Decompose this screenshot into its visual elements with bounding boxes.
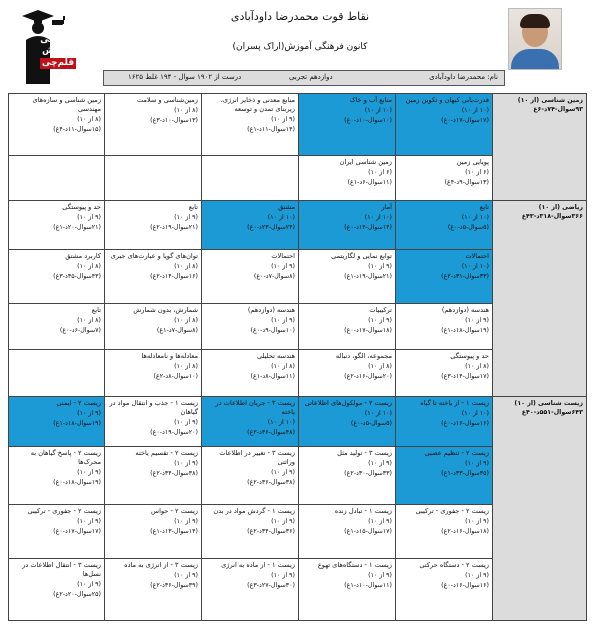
topic-score: (۹ از ۱۰) (77, 580, 101, 588)
topic-score: (۹ از ۱۰) (77, 410, 101, 418)
topic-title: شمارش، بدون شمارش (133, 306, 198, 315)
subject-cell (493, 94, 587, 201)
topic-content (302, 399, 392, 428)
topic-cell (299, 504, 396, 558)
topic-stats: (۸سوال-۷د-۱غ) (156, 327, 198, 335)
topic-content (12, 306, 101, 335)
topic-content (399, 352, 489, 381)
topic-content (12, 252, 101, 281)
student-info-bar (103, 70, 505, 86)
topic-cell (105, 94, 202, 156)
topic-stats: (۱۱سوال-۸د-۱غ) (250, 372, 295, 380)
topic-title: زیست ۱ - دستگاه‌های تهوع (317, 560, 392, 569)
topic-cell (202, 349, 299, 397)
table-row (9, 94, 587, 156)
topic-stats: (۴۸سوال-۴۶د-۲غ) (247, 429, 295, 437)
topic-score: (۹ از ۱۰) (271, 571, 295, 579)
topic-title: زیست ۱ - از یاخته تا گیاه (420, 399, 489, 408)
topic-score: (۱۰ از ۱۰) (267, 213, 295, 221)
topic-cell (9, 156, 105, 201)
topic-stats: (۴۳سوال-۳۵د-۳غ) (53, 273, 101, 281)
topic-cell (9, 200, 105, 250)
topic-content (205, 561, 295, 590)
topic-title: معادله‌ها و نامعادله‌ها (141, 351, 198, 360)
topic-cell (9, 447, 105, 505)
topic-score: (۸ از ۱۰) (174, 263, 198, 271)
topic-stats: (۳۳سوال-۳۰د-۲غ) (344, 470, 392, 477)
topic-cell (202, 200, 299, 250)
topic-cell (299, 397, 396, 447)
topic-title: کاربرد مشتق (65, 252, 101, 261)
topic-stats: (۱۹سوال-۱۸د-۱غ) (53, 420, 101, 428)
topic-cell (299, 447, 396, 505)
topic-cell (202, 504, 299, 558)
topic-score: (۸ از ۱۰) (77, 116, 101, 123)
topic-stats: (۳۹سوال-۳۶د-۲غ) (150, 581, 198, 589)
topic-title: حد و پیوستگی (450, 351, 489, 360)
subject-label: زیست شناسی (از ۱۰) (514, 400, 583, 408)
topic-cell (299, 558, 396, 620)
topic-content (12, 399, 101, 428)
topic-content (205, 399, 295, 437)
topic-cell (202, 558, 299, 620)
topic-title: زمین شناسی ایران (339, 158, 392, 167)
topic-content (108, 203, 198, 232)
topic-stats: (۳۳سوال-۳۱د-۲غ) (441, 273, 489, 281)
topic-cell (9, 558, 105, 620)
topic-cell (396, 349, 493, 397)
topic-title: زیست ۲ - جفوری - ترکیبی (27, 506, 101, 515)
topic-score: (۹ از ۱۰) (368, 317, 392, 325)
topic-content (12, 203, 101, 232)
topic-score: (۹ از ۱۰) (271, 317, 295, 325)
topic-title: زیست ۳ - تولید مثل (337, 449, 392, 457)
topic-score: (۶ از ۱۰) (465, 169, 489, 177)
topic-title: احتمالات (271, 252, 295, 261)
topic-content (302, 507, 392, 536)
subject-label: ریاضی (از ۱۰) (538, 203, 583, 211)
topic-content (205, 306, 295, 335)
subject-label: ۹۳سوال-۷۴د-۶غ (533, 106, 583, 113)
topic-score: (۹ از ۱۰) (271, 116, 295, 123)
topic-stats: (۱۶سوال-۱۴د-۲غ) (150, 273, 198, 281)
topic-stats: (۱۶سوال-۱۶د-۰غ) (441, 581, 489, 589)
topic-content (205, 96, 295, 134)
topic-cell (105, 200, 202, 250)
topic-stats: (۳۶سوال-۳۴د-۲غ) (247, 527, 295, 535)
topic-stats: (۲۴سوال-۲۳د-۰غ) (247, 223, 295, 231)
topic-title: زیست ۳ - از انرژی به ماده (124, 560, 198, 569)
topic-score: (۹ از ۱۰) (77, 517, 101, 525)
topic-stats: (۱۷سوال-۱۷د-۰غ) (441, 117, 489, 124)
student-photo (508, 8, 562, 70)
topic-score: (۹ از ۱۰) (271, 263, 295, 271)
topic-score: (۹ از ۱۰) (174, 571, 198, 579)
topic-content (108, 252, 198, 281)
topic-cell (396, 94, 493, 156)
topic-content (108, 507, 198, 536)
topic-cell (105, 304, 202, 350)
topic-stats: (۱۸سوال-۱۷د-۰غ) (344, 327, 392, 335)
topic-score: (۱۰ از ۱۰) (364, 410, 392, 418)
logo-line: آموزش (42, 46, 74, 56)
strengths-table-body (9, 94, 587, 621)
topic-title: زمین‌شناسی و سلامت (136, 96, 198, 104)
topic-title: هندسه (دوازدهم) (247, 306, 295, 315)
topic-score: (۹ از ۱۰) (368, 263, 392, 271)
topic-cell (202, 447, 299, 505)
topic-cell (9, 94, 105, 156)
topic-score: (۹ از ۱۰) (465, 571, 489, 579)
topic-stats: (۱۱سوال-۱۰د-۱غ) (344, 581, 392, 589)
topic-score: (۹ از ۱۰) (271, 469, 295, 476)
topic-score: (۶ از ۱۰) (368, 169, 392, 177)
topic-title: زیست ۳ - تغییر در اطلاعات وراثتی (219, 449, 295, 466)
topic-cell (202, 156, 299, 201)
topic-score: (۸ از ۱۰) (271, 362, 295, 370)
topic-cell (396, 447, 493, 505)
kanoon-logo (8, 6, 78, 86)
topic-stats: (۵سوال-۵د-۰غ) (350, 420, 392, 428)
topic-stats: (۱۷سوال-۱۷د-۰غ) (53, 527, 101, 535)
topic-content (108, 96, 198, 125)
topic-stats: (۱۰سوال-۸د-۲غ) (153, 372, 198, 380)
topic-content (205, 352, 295, 381)
topic-stats: (۲۱سوال-۲۰د-۱غ) (53, 223, 101, 231)
topic-content (205, 158, 295, 160)
topic-score: (۹ از ۱۰) (368, 460, 392, 467)
topic-content (205, 507, 295, 536)
topic-score: (۱۰ از ۱۰) (364, 213, 392, 221)
topic-cell (396, 200, 493, 250)
topic-title: زیست ۳ - جریان اطلاعات در یاخته (215, 399, 295, 417)
topic-content (399, 306, 489, 335)
topic-cell (396, 504, 493, 558)
topic-cell (105, 349, 202, 397)
topic-content (205, 203, 295, 232)
topic-content (108, 449, 198, 478)
topic-content (108, 158, 198, 160)
topic-content (108, 399, 198, 437)
topic-content (399, 399, 489, 428)
topic-content (108, 352, 198, 381)
subject-label: ۶۴۳سوال-۵۵۱د-۴۰غ (521, 409, 583, 417)
topic-stats: (۱۷سوال-۱۴د-۳غ) (441, 372, 489, 380)
topic-cell (202, 304, 299, 350)
topic-content (12, 352, 101, 354)
topic-title: پویایی زمین (456, 158, 489, 167)
topic-score: (۸ از ۱۰) (174, 362, 198, 370)
topic-title: تابع (91, 306, 101, 315)
topic-title: توابع نمایی و لگاریتمی (331, 252, 392, 261)
topic-cell (9, 504, 105, 558)
topic-stats: (۱۷سوال-۱۵د-۱غ) (344, 527, 392, 535)
subject-cell (493, 200, 587, 397)
topic-stats: (۷سوال-۶د-۰غ) (59, 327, 101, 335)
topic-score: (۹ از ۱۰) (174, 419, 198, 427)
topic-title: توان‌های گویا و عبارت‌های جبری (110, 252, 198, 261)
topic-content (12, 96, 101, 134)
topic-content (302, 561, 392, 590)
subject-label: ۳۶۶سوال-۳۱۸د-۴۳غ (521, 212, 583, 220)
topic-cell (105, 504, 202, 558)
topic-stats: (۱۴سوال-۱۴د-۰غ) (344, 223, 392, 231)
report-title: نقاط قوت محمدرضا داودآبادی (230, 10, 370, 23)
topic-content (302, 352, 392, 381)
topic-cell (396, 397, 493, 447)
topic-title: تابع (479, 202, 489, 211)
topic-content (399, 507, 489, 536)
topic-score: (۹ از ۱۰) (368, 571, 392, 579)
topic-title: زیست ۲ - تنظیم عصبی (424, 449, 489, 457)
topic-score: (۸ از ۱۰) (77, 263, 101, 271)
topic-content (205, 252, 295, 281)
topic-content (399, 449, 489, 478)
topic-score: (۱۰ از ۱۰) (267, 419, 295, 427)
topic-cell (202, 94, 299, 156)
topic-stats: (۱۰سوال-۹د-۰غ) (250, 327, 295, 335)
topic-content (302, 96, 392, 125)
topic-cell (299, 200, 396, 250)
topic-stats: (۳۰سوال-۲۷د-۳غ) (247, 581, 295, 589)
topic-cell (299, 156, 396, 201)
student-name: نام: محمدرضا داودآبادی (429, 73, 498, 81)
photo-shirt (511, 49, 559, 70)
topic-title: زیست ۳ - انتقال اطلاعات در نسل‌ها (22, 560, 101, 578)
topic-cell (396, 250, 493, 304)
topic-stats: (۲۰سوال-۱۶د-۲غ) (344, 372, 392, 380)
topic-stats: (۱۴سوال-۱۳د-۱غ) (150, 527, 198, 535)
topic-cell (105, 447, 202, 505)
topic-stats: (۱۱سوال-۶د-۱غ) (347, 179, 392, 187)
topic-cell (105, 397, 202, 447)
answer-counts: ۱۶۲۵ درست از ۱۹۰۲ سوال - ۱۹۴ غلط (128, 73, 242, 81)
topic-content (108, 561, 198, 590)
topic-title: زیست ۱ - از ماده به انرژی (221, 560, 295, 569)
topic-title: مجموعه، الگو، دنباله (335, 351, 392, 360)
topic-stats: (۱۴سوال-۱۱د-۱غ) (247, 126, 295, 133)
photo-hair (520, 14, 550, 28)
topic-cell (105, 250, 202, 304)
topic-score: (۹ از ۱۰) (174, 213, 198, 221)
topic-title: زیست ۲ - دستگاه حرکتی (419, 560, 489, 569)
topic-score: (۱۰ از ۱۰) (461, 213, 489, 221)
topic-stats: (۱۳سوال-۱۰د-۳غ) (150, 117, 198, 124)
topic-title: زیست ۲ - مولکول‌های اطلاعاتی (304, 399, 392, 408)
topic-title: قدرت‌یابی کیهان و تکوین زمین (405, 96, 489, 104)
topic-score: (۸ از ۱۰) (368, 362, 392, 370)
student-grade: دوازدهم تجربی (289, 73, 333, 81)
report-header (0, 0, 594, 92)
topic-score: (۹ از ۱۰) (465, 460, 489, 467)
topic-content (302, 252, 392, 281)
topic-score: (۱۰ از ۱۰) (461, 263, 489, 271)
topic-stats: (۲۰سوال-۱۹د-۰غ) (150, 429, 198, 437)
topic-cell (202, 250, 299, 304)
topic-content (302, 306, 392, 335)
topic-score: (۹ از ۱۰) (368, 517, 392, 525)
topic-cell (9, 397, 105, 447)
topic-score: (۹ از ۱۰) (271, 517, 295, 525)
topic-content (302, 203, 392, 232)
topic-title: ترکیبیات (369, 306, 392, 315)
topic-title: هندسه تحلیلی (256, 351, 295, 360)
topic-title: زیست ۲ - جفوری - ترکیبی (415, 506, 489, 515)
topic-content (399, 158, 489, 187)
topic-stats: (۱۰سوال-۱۰د-۰غ) (344, 117, 392, 124)
topic-cell (299, 349, 396, 397)
topic-title: زیست ۱ - جذب و انتقال مواد در گیاهان (109, 399, 198, 417)
topic-score: (۸ از ۱۰) (77, 317, 101, 325)
topic-content (399, 203, 489, 232)
topic-title: هندسه (دوازدهم) (441, 306, 489, 315)
topic-score: (۹ از ۱۰) (77, 213, 101, 221)
topic-title: منابع آب و خاک (349, 96, 392, 104)
topic-cell (396, 304, 493, 350)
topic-content (399, 252, 489, 281)
topic-cell (299, 94, 396, 156)
topic-content (108, 306, 198, 335)
topic-cell (396, 156, 493, 201)
topic-content (12, 561, 101, 599)
topic-score: (۱۰ از ۱۰) (364, 107, 392, 114)
topic-title: زیست ۱ - تبادل زنده (334, 506, 392, 515)
topic-cell (105, 558, 202, 620)
topic-stats: (۱۶سوال-۱۶د-۰غ) (441, 420, 489, 428)
topic-stats: (۱۸سوال-۱۶د-۲غ) (441, 527, 489, 535)
topic-content (12, 158, 101, 160)
strengths-table (8, 93, 587, 621)
topic-score: (۸ از ۱۰) (465, 362, 489, 370)
topic-stats: (۸سوال-۷د-۰غ) (253, 273, 295, 281)
logo-line: فرهنگی (40, 35, 76, 45)
topic-stats: (۳۵سوال-۳۳د-۱غ) (441, 470, 489, 477)
subject-label: زمین شناسی (از ۱۰) (517, 97, 583, 104)
topic-score: (۹ از ۱۰) (174, 517, 198, 525)
topic-content (12, 449, 101, 487)
topic-cell (105, 156, 202, 201)
topic-score: (۹ از ۱۰) (77, 469, 101, 476)
topic-score: (۱۰ از ۱۰) (461, 107, 489, 114)
topic-score: (۹ از ۱۰) (465, 317, 489, 325)
topic-title: احتمالات (465, 252, 489, 261)
topic-title: زیست ۲ - ایمنی (56, 399, 101, 408)
topic-stats: (۱۳سوال-۹د-۴غ) (444, 179, 489, 187)
topic-title: زمین شناسی و سازه‌های مهندسی (32, 96, 101, 113)
logo-line: کانون (45, 24, 71, 34)
topic-stats: (۱۹سوال-۱۸د-۰غ) (53, 479, 101, 486)
topic-title: زیست ۲ - حواس (151, 506, 198, 515)
subject-cell (493, 397, 587, 621)
topic-stats: (۳۸سوال-۳۴د-۲غ) (150, 470, 198, 477)
topic-title: زیست ۲ - پاسخ گیاهان به محرک‌ها (30, 449, 101, 466)
topic-cell (299, 250, 396, 304)
table-row (9, 397, 587, 447)
topic-title: زیست ۲ - تقسیم یاخته (135, 449, 198, 457)
topic-stats: (۵سوال-۵د-۰غ) (447, 223, 489, 231)
logo-wordmark (36, 24, 80, 69)
topic-stats: (۲۱سوال-۱۹د-۱غ) (344, 273, 392, 281)
topic-title: منابع معدنی و ذخایر انرژی، زیربنای تمدن و توسعه (220, 96, 295, 113)
topic-cell (396, 558, 493, 620)
topic-score: (۸ از ۱۰) (174, 317, 198, 325)
logo-badge: قلم‌چی (41, 58, 75, 68)
topic-cell (202, 397, 299, 447)
report-subtitle: کانون فرهنگی آموزش(اراک پسران) (232, 42, 368, 52)
topic-cell (9, 250, 105, 304)
topic-cell (9, 349, 105, 397)
topic-stats: (۱۹سوال-۱۸د-۱غ) (441, 327, 489, 335)
topic-score: (۹ از ۱۰) (174, 460, 198, 467)
topic-content (12, 507, 101, 536)
topic-cell (299, 304, 396, 350)
topic-content (399, 561, 489, 590)
topic-content (302, 158, 392, 187)
topic-title: زیست ۱ - گردش مواد در بدن (213, 506, 295, 515)
topic-cell (9, 304, 105, 350)
topic-content (399, 96, 489, 125)
topic-title: آمار (381, 202, 392, 211)
topic-title: حد و پیوستگی (62, 202, 101, 211)
topic-title: مشتق (278, 202, 295, 211)
table-row (9, 200, 587, 250)
topic-score: (۱۰ از ۱۰) (461, 410, 489, 418)
topic-stats: (۱۵سوال-۱۱د-۴غ) (53, 126, 101, 133)
topic-score: (۹ از ۱۰) (465, 517, 489, 525)
topic-title: تابع (188, 202, 198, 211)
topic-stats: (۳۸سوال-۳۶د-۲غ) (247, 479, 295, 486)
topic-content (205, 449, 295, 487)
topic-stats: (۲۱سوال-۱۹د-۲غ) (150, 223, 198, 231)
topic-score: (۸ از ۱۰) (174, 107, 198, 114)
topic-stats: (۲۵سوال-۲۰د-۲غ) (53, 590, 101, 598)
topic-content (302, 449, 392, 478)
